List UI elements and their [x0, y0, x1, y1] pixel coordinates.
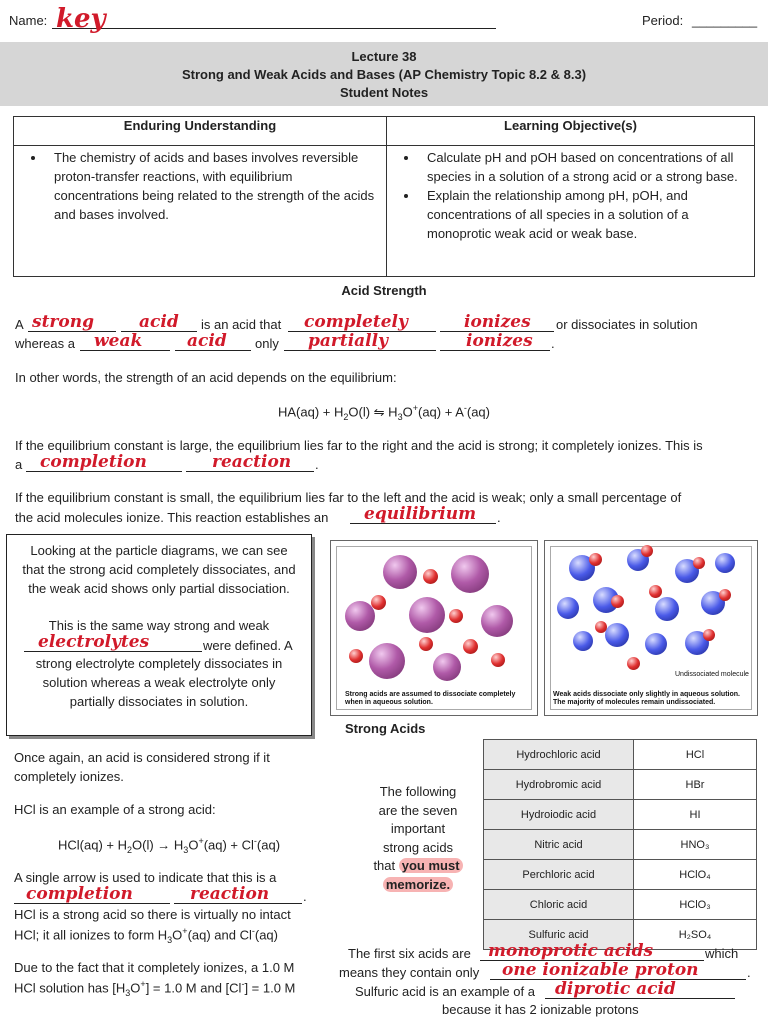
paragraph: because it has 2 ionizable protons	[442, 1002, 639, 1017]
name-label: Name:	[9, 13, 48, 28]
acid-name: Sulfuric acid	[484, 920, 634, 950]
box-paragraph: This is the same way strong and weak	[48, 618, 270, 633]
weak-acid-molecule	[557, 597, 579, 619]
sentence-text: A	[15, 317, 24, 332]
table-row	[484, 860, 757, 890]
hydrogen-atom	[693, 557, 705, 569]
weak-caption: Weak acids dissociate only slightly in aqueous solution. The majority of molecules remain undissociated.	[553, 691, 740, 706]
sentence-text: .	[551, 336, 555, 351]
acid-formula: HNO₃	[634, 830, 757, 860]
text-part: (aq)	[254, 927, 278, 943]
strong-acids-heading: Strong Acids	[345, 721, 426, 736]
anion-particle	[451, 555, 489, 593]
blank-ionizes-2[interactable]	[440, 331, 550, 351]
anion-particle	[409, 597, 445, 633]
blank-completion[interactable]	[26, 452, 182, 472]
paragraph: HCl; it all ionizes to form $H_3O^+(aq)$ and Cl-(aq)	[14, 926, 278, 945]
period-text: .	[497, 510, 501, 525]
anion-particle	[481, 605, 513, 637]
anion-particle	[369, 643, 405, 679]
eu-header: Enduring Understanding	[14, 117, 387, 146]
eq-part: O(l) ⇋ H	[348, 404, 398, 420]
table-row	[484, 770, 757, 800]
paragraph: A single arrow is used to indicate that this is a	[14, 870, 277, 885]
acid-formula: H₂SO₄	[634, 920, 757, 950]
blank-completely[interactable]	[288, 312, 436, 332]
paragraph: the acid molecules ionize. This reaction establishes an	[15, 510, 329, 525]
undissociated-label: Undissociated molecule	[675, 671, 749, 678]
box-paragraph: Looking at the particle diagrams, we can see that the strong acid completely dissociates, and the weak acid shows only partial dissociation.	[22, 543, 296, 596]
anion-particle	[345, 601, 375, 631]
hydronium-particle	[463, 639, 478, 654]
text-part: HCl solution has [H	[14, 980, 126, 996]
acid-name: Perchloric acid	[484, 860, 634, 890]
memo-line	[345, 876, 491, 895]
memorize-note	[345, 783, 491, 894]
eq-part: HCl(aq) + H	[58, 837, 127, 853]
strong-caption: Strong acids are assumed to dissociate completely when in aqueous solution.	[345, 691, 516, 706]
paragraph: .	[747, 965, 751, 980]
paragraph: HCl is a strong acid so there is virtually no intact	[14, 907, 291, 922]
answer-completely: completely	[304, 312, 408, 332]
blank-ionizable-proton[interactable]	[490, 960, 746, 980]
box-paragraph: strong electrolyte completely dissociates in solution whereas a weak electrolyte only partially dissociates in solution.	[35, 656, 283, 709]
table-row	[484, 890, 757, 920]
answer-monoprotic: monoprotic acids	[488, 941, 654, 961]
paragraph: In other words, the strength of an acid depends on the equilibrium:	[15, 370, 397, 385]
text-part: O	[130, 980, 141, 996]
weak-acid-molecule	[715, 553, 735, 573]
period-text: .	[303, 889, 307, 904]
page-subtitle: Student Notes	[339, 85, 429, 100]
acid-formula: HBr	[634, 770, 757, 800]
lecture-number: Lecture 38	[351, 49, 417, 64]
memo-line: The following	[379, 784, 457, 799]
text-part: HCl; it all ionizes to form H	[14, 927, 168, 943]
answer-completion-2: completion	[26, 884, 133, 904]
eq-part: O	[402, 404, 413, 420]
answer-acid-2: acid	[187, 331, 227, 351]
paragraph: If the equilibrium constant is small, the equilibrium lies far to the left and the acid is weak; only a small percentage of	[15, 490, 682, 505]
answer-equilibrium: equilibrium	[364, 504, 477, 524]
text-part: O	[172, 927, 183, 943]
answer-ionizable-proton: one ionizable proton	[502, 960, 699, 980]
blank-acid[interactable]	[121, 312, 197, 332]
answer-partially: partially	[308, 331, 388, 351]
blank-monoprotic[interactable]	[480, 941, 704, 961]
name-value: key	[56, 4, 106, 34]
acid-formula: HI	[634, 800, 757, 830]
blank-diprotic[interactable]	[545, 979, 735, 999]
period-blank[interactable]: _________	[692, 13, 758, 28]
answer-ionizes: ionizes	[464, 312, 531, 332]
answer-electrolytes: electrolytes	[38, 632, 150, 652]
blank-reaction-2[interactable]	[174, 884, 302, 904]
acid-strength-heading: Acid Strength	[341, 283, 427, 298]
memo-highlight: memorize.	[383, 877, 453, 892]
table-row	[484, 740, 757, 770]
acid-name: Chloric acid	[484, 890, 634, 920]
anion-particle	[433, 653, 461, 681]
box-blank-row	[7, 632, 311, 654]
hydronium-particle	[371, 595, 386, 610]
answer-acid: acid	[139, 312, 179, 332]
blank-partially[interactable]	[284, 331, 436, 351]
objectives-table	[13, 116, 755, 277]
blank-reaction[interactable]	[186, 452, 314, 472]
hcl-equation: $HCl(aq) + H_2O(l) \to H_3O^+(aq) + Cl^-(aq)$	[58, 836, 281, 855]
blank-acid-2[interactable]	[175, 331, 251, 351]
hydrogen-atom	[627, 657, 640, 670]
memo-line: are the seven	[378, 802, 458, 818]
answer-reaction: reaction	[212, 452, 292, 472]
acid-formula: HCl	[634, 740, 757, 770]
paragraph: Due to the fact that it completely ionizes, a 1.0 M	[14, 960, 295, 975]
sentence-text: or dissociates in solution	[556, 317, 698, 332]
acid-name: Hydrobromic acid	[484, 770, 634, 800]
header-band	[0, 42, 768, 106]
weak-acid-molecule	[655, 597, 679, 621]
strong-acid-definition: Once again, an acid is considered strong if it completely ionizes.	[14, 750, 270, 784]
paragraph: which	[705, 946, 739, 961]
memo-line	[345, 857, 491, 876]
blank-completion-2[interactable]	[14, 884, 170, 904]
sentence-text: only	[255, 336, 279, 351]
lo-header: Learning Objective(s)	[387, 117, 755, 146]
hydronium-particle	[491, 653, 505, 667]
eq-part: (aq) + Cl	[203, 837, 254, 853]
text-part: ] = 1.0 M and [Cl	[145, 980, 242, 996]
lo-cell	[387, 146, 755, 277]
hydrogen-atom	[595, 621, 607, 633]
eq-part: O(l) → H	[132, 837, 184, 853]
weak-acid-molecule	[605, 623, 629, 647]
sentence-text: whereas a	[15, 336, 75, 351]
hydrogen-atom	[611, 595, 624, 608]
acid-name: Hydrochloric acid	[484, 740, 634, 770]
eu-cell	[14, 146, 387, 277]
hydrogen-atom	[589, 553, 602, 566]
blank-strong[interactable]	[28, 312, 116, 332]
weak-acid-molecule	[573, 631, 593, 651]
hydrogen-atom	[649, 585, 662, 598]
paragraph: HCl solution has $[H_3O^+] = 1.0$ M and [Cl-] = 1.0 M	[14, 979, 296, 998]
table-row	[484, 830, 757, 860]
hydronium-particle	[419, 637, 433, 651]
table-row	[484, 800, 757, 830]
eq-part: (aq)	[256, 837, 281, 853]
paragraph: The first six acids are	[348, 946, 471, 961]
sentence-text: is an acid that	[201, 317, 282, 332]
text-part: ] = 1.0 M	[244, 980, 296, 996]
name-field[interactable]	[52, 4, 496, 34]
paragraph: Sulfuric acid is an example of a	[355, 984, 535, 999]
weak-acid-diagram	[544, 540, 758, 716]
answer-weak: weak	[94, 331, 143, 351]
hydronium-particle	[449, 609, 463, 623]
acid-formula: HClO₄	[634, 860, 757, 890]
anion-particle	[383, 555, 417, 589]
blank-equilibrium[interactable]	[350, 504, 496, 524]
answer-strong: strong	[32, 312, 94, 332]
blank-electrolytes[interactable]	[24, 632, 202, 652]
equilibrium-equation: $HA(aq) + H_2O(l)$ ⇋ $H_3O^+(aq) + A^-(aq)$	[278, 403, 490, 422]
eu-item: • The chemistry of acids and bases involves reversible proton-transfer reactions, with equilibrium concentrations being related to the strength of the acids and bases involved.	[46, 148, 380, 224]
text-part: (aq) and Cl	[187, 927, 252, 943]
weak-acid-molecule	[645, 633, 667, 655]
electrolyte-box	[6, 534, 312, 736]
blank-weak[interactable]	[80, 331, 170, 351]
hydrogen-atom	[641, 545, 653, 557]
answer-completion: completion	[40, 452, 147, 472]
blank-ionizes[interactable]	[440, 312, 554, 332]
eq-part: HA(aq) + H	[278, 404, 344, 420]
hydronium-particle	[349, 649, 363, 663]
eq-part: O	[188, 837, 199, 853]
memo-line: strong acids	[382, 839, 454, 855]
eq-part: (aq) + A	[417, 404, 464, 420]
strong-acids-table	[483, 739, 757, 950]
paragraph: means they contain only	[339, 965, 480, 980]
hydrogen-atom	[719, 589, 731, 601]
memo-highlight: you must	[399, 858, 463, 873]
period-text: .	[315, 457, 319, 472]
answer-reaction-2: reaction	[190, 884, 270, 904]
paragraph: HCl is an example of a strong acid:	[14, 802, 216, 817]
memo-text: that	[373, 858, 396, 873]
eq-part: (aq)	[466, 404, 490, 420]
hydronium-particle	[423, 569, 438, 584]
acid-name: Nitric acid	[484, 830, 634, 860]
acid-name: Hydroiodic acid	[484, 800, 634, 830]
paragraph: a	[15, 457, 23, 472]
page-title: Strong and Weak Acids and Bases (AP Chemistry Topic 8.2 & 8.3)	[181, 67, 587, 82]
hydrogen-atom	[703, 629, 715, 641]
period-label: Period:	[642, 13, 684, 28]
answer-ionizes-2: ionizes	[466, 331, 533, 351]
memo-line: important	[390, 821, 446, 836]
lo-item: • Explain the relationship among pH, pOH, and concentrations of all species in a solution of a monoprotic weak acid or weak base.	[419, 186, 748, 243]
box-text: were defined. A	[203, 638, 293, 653]
answer-diprotic: diprotic acid	[555, 979, 676, 999]
acid-formula: HClO₃	[634, 890, 757, 920]
strong-acid-diagram	[330, 540, 538, 716]
lo-item: • Calculate pH and pOH based on concentrations of all species in a solution of a strong acid or a strong base.	[419, 148, 748, 186]
paragraph: If the equilibrium constant is large, the equilibrium lies far to the right and the acid is strong; it completely ionizes. This is	[15, 438, 703, 453]
